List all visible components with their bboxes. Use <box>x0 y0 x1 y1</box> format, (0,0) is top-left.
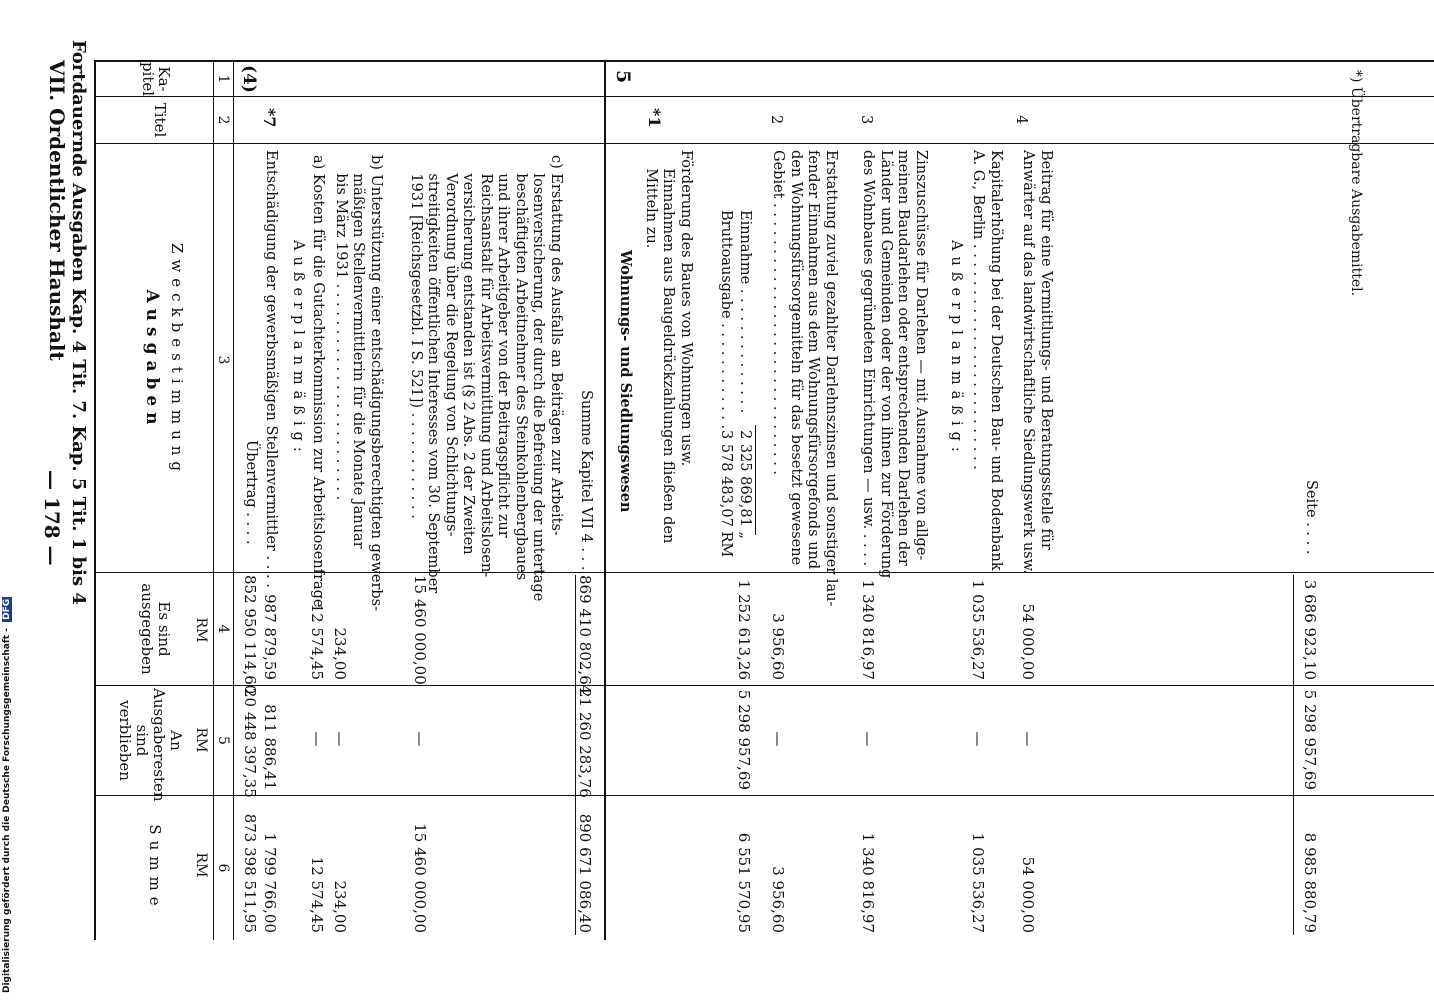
col-text-divider <box>96 572 1434 573</box>
ausserplanmaessig-heading-2: Außerplanmäßig: <box>948 240 964 458</box>
table-top-rule <box>94 60 96 940</box>
item-c-spent: 15 460 000,00 <box>411 575 429 685</box>
page-subtitle: Fortdauernde Ausgaben Kap. 4 Tit. 7. Kap. 5 Tit. 1 bis 4 <box>68 40 89 605</box>
item-a-text: a) Kosten für die Gutachterkommission zur Arbeitslosenfrage <box>310 155 326 608</box>
page-number: — 178 — <box>40 470 64 566</box>
col-header-kapitel: Ka- pitel <box>139 62 173 97</box>
seite-spent: 3 686 923,10 <box>1301 579 1319 680</box>
unit-label-spent: RM <box>193 617 209 643</box>
col-number-6: 6 <box>215 863 231 873</box>
col-number-5: 5 <box>215 736 231 745</box>
einnahme-label: Einnahme . . . . . . . . . . . . . . <box>737 210 753 414</box>
summe-kapitel-spent: 869 410 802,64 <box>576 575 594 695</box>
col-header-summe: Summe <box>146 824 164 912</box>
col-header-titel: Titel <box>151 102 169 138</box>
header-bottom-rule <box>213 60 214 940</box>
item-a-sum: 12 574,45 <box>308 856 326 933</box>
titel-3-remain: — <box>859 731 877 747</box>
titel-3-spent: 1 340 816,97 <box>859 579 877 680</box>
col-number-3: 3 <box>215 355 231 365</box>
col-number-4: 4 <box>215 624 231 634</box>
col-titel-divider <box>96 143 1434 144</box>
kapitel-4: (4) <box>239 65 259 93</box>
titel-4-sum: 54 000,00 <box>1019 856 1037 933</box>
item-b-text: b) Unterstützung einer entschädigungsberechtigten gewerbs- mäßigen Stellenvermittlerin für die Monate Januar bis März 1931 . . . . . . . . . . . . . . . . . . . . . . . . <box>333 155 384 612</box>
titel-4: 4 <box>1013 115 1029 125</box>
item-b-sum: 234,00 <box>331 880 349 933</box>
seite-rule <box>1293 575 1294 935</box>
titel-1: *1 <box>645 108 664 128</box>
kapitalerhoehung-remain: — <box>969 731 987 747</box>
titel-2-sum: 3 956,60 <box>769 866 787 933</box>
col-remain-divider <box>96 795 1434 796</box>
ausserplanmaessig-heading-1: Außerplanmäßig: <box>290 240 306 458</box>
left-border <box>96 60 1434 62</box>
titel-4-text: Beitrag für eine Vermittlungs- und Beratungsstelle für Anwärter auf das landwirtschaftliche Siedlungswerk usw. <box>1020 150 1054 574</box>
brutto-value: 3 578 483,07 RM <box>718 430 734 558</box>
titel-2-text: Erstattung zuviel gezahlter Darlehnszinsen und sonstiger lau- fender Einnahmen aus dem Wohnungsfürsorgefonds und den Wohnungsfürsorgemitteln für das besetzt gewesene Gebiet . . . . . . . . . . . . . . . . . . . . . . . . . . . . . . <box>770 150 839 607</box>
item-a-remain: — <box>308 731 326 747</box>
seite-sum: 8 985 880,79 <box>1301 832 1319 933</box>
item-b-spent: 234,00 <box>331 627 349 680</box>
col-header-remain: An Ausgaberesten sind verblieben <box>116 688 185 802</box>
item-c-text: c) Erstattung des Ausfalls an Beiträgen zur Arbeits- losenversicherung, der durch die Befreiung der untertage beschäftigten Arbeitnehmer des Steinkohlenbergbaues und ihrer Arbeitgeber von der Beitragspflicht zur Reichsanstalt für Arbeitsvermittlung und Arbeitslosen- versicherung entstanden ist (§ 2 Abs. 2 der Zweiten Verordnung über die Regelung von Schlichtungs- streitigkeiten öffentlichen Interesses vom 30. September 1931 [Reichsgesetzbl. I S. 521]) . . . . . . . . . . . . <box>408 155 564 602</box>
column-number-rule <box>233 60 234 940</box>
section-title: VII. Ordentlicher Haushalt <box>45 60 69 361</box>
brutto-label: Bruttoausgabe . . . . . . . . . . . . <box>718 210 734 430</box>
titel-2: 2 <box>768 115 784 125</box>
titel-1-text: Förderung des Baues von Wohnungen usw. Einnahmen aus Baugeldrückzahlungen fließen den Mitteln zu. <box>643 150 694 544</box>
dfg-side-note <box>2 597 12 993</box>
titel-4-spent: 54 000,00 <box>1019 603 1037 680</box>
seite-remain: 5 298 957,69 <box>1301 689 1319 790</box>
titel-7-text: Entschädigung der gewerbsmäßigen Stellenvermittler . . . . <box>263 150 279 588</box>
col-header-spent: Es sind ausgegeben <box>138 583 173 675</box>
item-c-remain: — <box>411 731 429 747</box>
col-spent-divider <box>96 685 1434 686</box>
uebertrag-label: Übertrag . . . . <box>243 440 259 545</box>
titel-1-sum: 6 551 570,95 <box>735 832 753 933</box>
titel-1-remain: 5 298 957,69 <box>735 689 753 790</box>
titel-7-remain: 811 886,41 <box>261 704 279 790</box>
uebertrag-spent: 852 950 114,60 <box>241 575 259 695</box>
titel-3-text: Zinszuschüsse für Darlehen — mit Ausnahme von allge- meinen Baudarlehen oder entsprechenden Darlehen der Länder und Gemeinden oder der von ihnen zur Förderung des Wohnbaues gegründeten Einrichtungen — usw. . . . . <box>860 150 929 579</box>
titel-3-sum: 1 340 816,97 <box>859 832 877 933</box>
dfg-logo: DFG <box>2 598 12 620</box>
summe-kapitel-remain: 21 260 283,76 <box>576 688 594 798</box>
kapitalerhoehung-sum: 1 035 536,27 <box>969 832 987 933</box>
titel-7-spent: 987 879,59 <box>261 594 279 680</box>
uebertrag-sum: 873 398 511,95 <box>241 813 259 933</box>
uebertrag-remain: 20 448 397,35 <box>241 688 259 798</box>
einnahme-rule <box>755 425 756 535</box>
titel-2-spent: 3 956,60 <box>769 613 787 680</box>
titel-1-spent: 1 252 613,26 <box>735 579 753 680</box>
kapitel-5: 5 <box>612 70 634 84</box>
col-number-1: 1 <box>215 74 231 84</box>
summe-kapitel-label: Summe Kapitel VII 4 . . . . <box>578 390 594 580</box>
col-kap-divider <box>96 96 1434 97</box>
titel-7: *7 <box>260 108 279 128</box>
seite-label: Seite . . . . <box>1303 480 1319 555</box>
unit-label-sum: RM <box>193 852 209 878</box>
einnahme-value: 2 325 869,81 „ <box>737 430 753 539</box>
titel-7-sum: 1 799 766,00 <box>261 832 279 933</box>
col-header-zweckbestimmung: Zweckbestimmung <box>168 242 186 477</box>
wohnung-heading: Wohnungs- und Siedlungswesen <box>617 250 634 513</box>
kapitalerhoehung-spent: 1 035 536,27 <box>969 579 987 680</box>
dfg-note-text: Digitalisierung gefördert durch die Deutsche Forschungsgemeinschaft - <box>2 628 12 993</box>
titel-4-remain: — <box>1019 731 1037 747</box>
titel-2-remain: — <box>769 731 787 747</box>
titel-3: 3 <box>858 115 874 125</box>
col-header-ausgaben: Ausgaben <box>142 289 162 431</box>
unit-label-remain: RM <box>193 727 209 753</box>
kapitalerhoehung-text: Kapitalerhöhung bei der Deutschen Bau- und Bodenbank A. G., Berlin . . . . . . . . . . . . . . . . . . . . . . . . . <box>970 150 1004 571</box>
item-c-sum: 15 460 000,00 <box>411 823 429 933</box>
item-b-remain: — <box>331 731 349 747</box>
footnote: *) Übertragbare Ausgabemittel. <box>1348 70 1364 297</box>
col-number-2: 2 <box>215 115 231 125</box>
item-a-spent: 12 574,45 <box>308 603 326 680</box>
summe-kapitel-sum: 890 671 086,40 <box>576 813 594 933</box>
kapitel-separator <box>604 60 606 940</box>
